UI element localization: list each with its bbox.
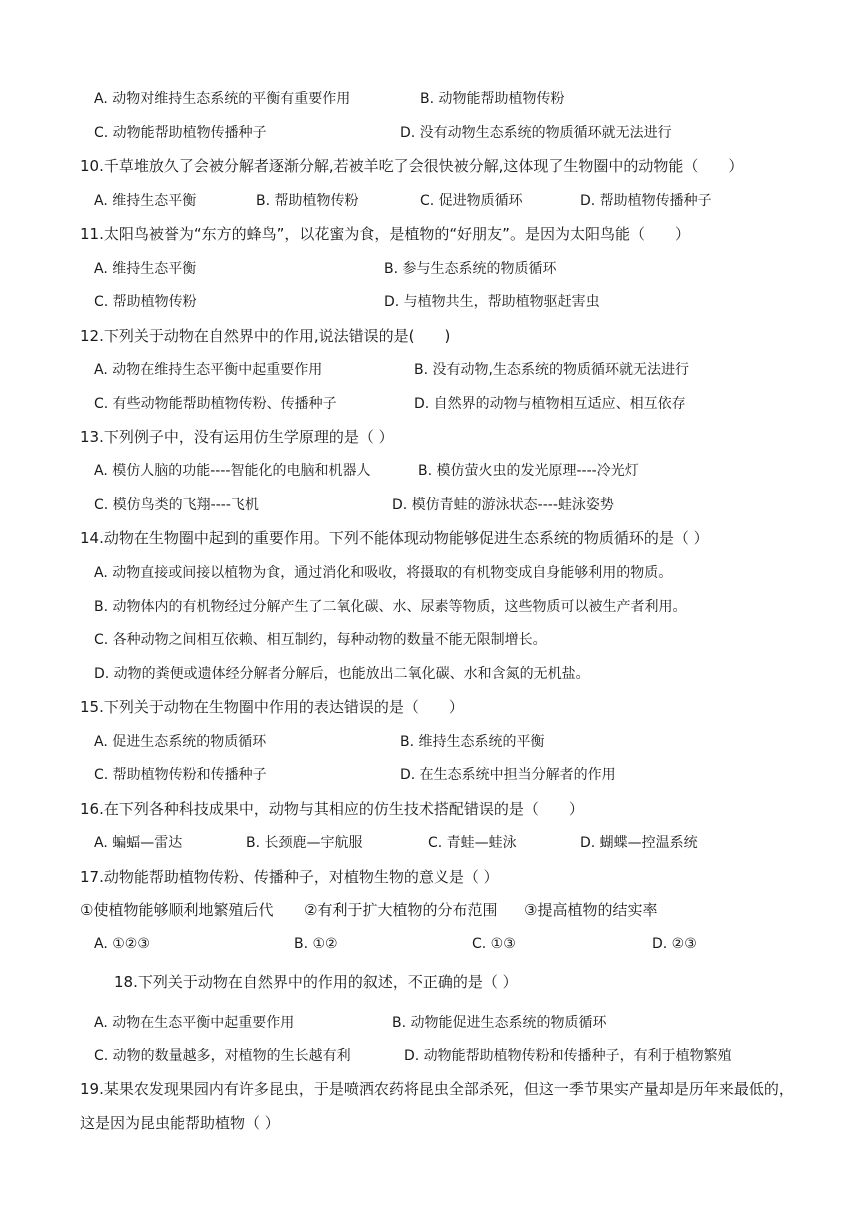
option-b: B. 动物体内的有机物经过分解产生了二氧化碳、水、尿素等物质，这些物质可以被生产者利用。	[94, 599, 687, 615]
option-d: D. 没有动物生态系统的物质循环就无法进行	[400, 125, 672, 141]
option-c: C. 各种动物之间相互依赖、相互制约，每种动物的数量不能无限制增长。	[94, 632, 547, 648]
question-14: 14.动物在生物圈中起到的重要作用。下列不能体现动物能够促进生态系统的物质循环的是（ ）	[80, 529, 709, 547]
option-a: A. 维持生态平衡	[94, 261, 197, 277]
option-d: D. 自然界的动物与植物相互适应、相互依存	[414, 396, 686, 412]
option-c: C. 动物能帮助植物传播种子	[94, 125, 267, 141]
question-17: 17.动物能帮助植物传粉、传播种子，对植物生物的意义是（ ）	[80, 868, 499, 886]
option-b: B. 长颈鹿—宇航服	[246, 835, 363, 851]
question-19: 19.某果农发现果园内有许多昆虫，于是喷洒农药将昆虫全部杀死，但这一季节果实产量却是历年来最低的，	[80, 1080, 794, 1098]
question-19-continued: 这是因为昆虫能帮助植物（ ）	[80, 1114, 280, 1132]
option-c: C. 动物的数量越多，对植物的生长越有利	[94, 1048, 351, 1064]
option-d: D. 动物能帮助植物传粉和传播种子，有利于植物繁殖	[404, 1048, 732, 1064]
option-a: A. 模仿人脑的功能----智能化的电脑和机器人	[94, 463, 371, 479]
option-a: A. 动物对维持生态系统的平衡有重要作用	[94, 91, 351, 107]
option-a: A. 蝙蝠—雷达	[94, 835, 183, 851]
option-a: A. ①②③	[94, 936, 150, 952]
question-15: 15.下列关于动物在生物圈中作用的表达错误的是（ ）	[80, 698, 464, 716]
option-b: B. 动物能帮助植物传粉	[420, 91, 565, 107]
option-c: C. 模仿鸟类的飞翔----飞机	[94, 497, 259, 513]
option-a: A. 动物在生态平衡中起重要作用	[94, 1015, 295, 1031]
option-d: D. ②③	[652, 936, 697, 952]
option-d: D. 在生态系统中担当分解者的作用	[400, 767, 616, 783]
option-c: C. 有些动物能帮助植物传粉、传播种子	[94, 396, 337, 412]
option-d: D. 与植物共生，帮助植物驱赶害虫	[384, 294, 600, 310]
option-b: B. 维持生态系统的平衡	[400, 734, 545, 750]
option-c: C. 青蛙—蛙泳	[428, 835, 517, 851]
option-b: B. 参与生态系统的物质循环	[384, 261, 557, 277]
question-12: 12.下列关于动物在自然界中的作用,说法错误的是( )	[80, 327, 451, 345]
statement-2: ②有利于扩大植物的分布范围	[304, 901, 498, 919]
option-b: B. 没有动物,生态系统的物质循环就无法进行	[414, 362, 689, 378]
option-a: A. 维持生态平衡	[94, 193, 197, 209]
option-d: D. 动物的粪便或遗体经分解者分解后，也能放出二氧化碳、水和含氮的无机盐。	[94, 666, 590, 682]
option-b: B. 帮助植物传粉	[256, 193, 359, 209]
question-11: 11.太阳鸟被誉为“东方的蜂鸟”，以花蜜为食，是植物的“好朋友”。是因为太阳鸟能（ ）	[80, 225, 690, 243]
statement-1: ①使植物能够顺利地繁殖后代	[80, 901, 274, 919]
option-a: A. 动物直接或间接以植物为食，通过消化和吸收，将摄取的有机物变成自身能够利用的物质。	[94, 565, 673, 581]
option-a: A. 动物在维持生态平衡中起重要作用	[94, 362, 323, 378]
option-a: A. 促进生态系统的物质循环	[94, 734, 267, 750]
option-c: C. 促进物质循环	[420, 193, 523, 209]
question-18: 18.下列关于动物在自然界中的作用的叙述，不正确的是（ ）	[114, 973, 518, 991]
option-d: D. 帮助植物传播种子	[580, 193, 712, 209]
question-13: 13.下列例子中，没有运用仿生学原理的是（ ）	[80, 428, 394, 446]
option-b: B. 动物能促进生态系统的物质循环	[392, 1015, 607, 1031]
option-d: D. 蝴蝶—控温系统	[580, 835, 698, 851]
option-c: C. ①③	[472, 936, 516, 952]
question-10: 10.千草堆放久了会被分解者逐渐分解,若被羊吃了会很快被分解,这体现了生物圈中的动物能（ ）	[80, 157, 744, 175]
option-b: B. ①②	[294, 936, 338, 952]
option-c: C. 帮助植物传粉和传播种子	[94, 767, 267, 783]
option-b: B. 模仿萤火虫的发光原理----冷光灯	[418, 463, 639, 479]
option-d: D. 模仿青蛙的游泳状态----蛙泳姿势	[392, 497, 614, 513]
question-16: 16.在下列各种科技成果中，动物与其相应的仿生技术搭配错误的是（ ）	[80, 800, 584, 818]
statement-3: ③提高植物的结实率	[524, 901, 658, 919]
option-c: C. 帮助植物传粉	[94, 294, 197, 310]
